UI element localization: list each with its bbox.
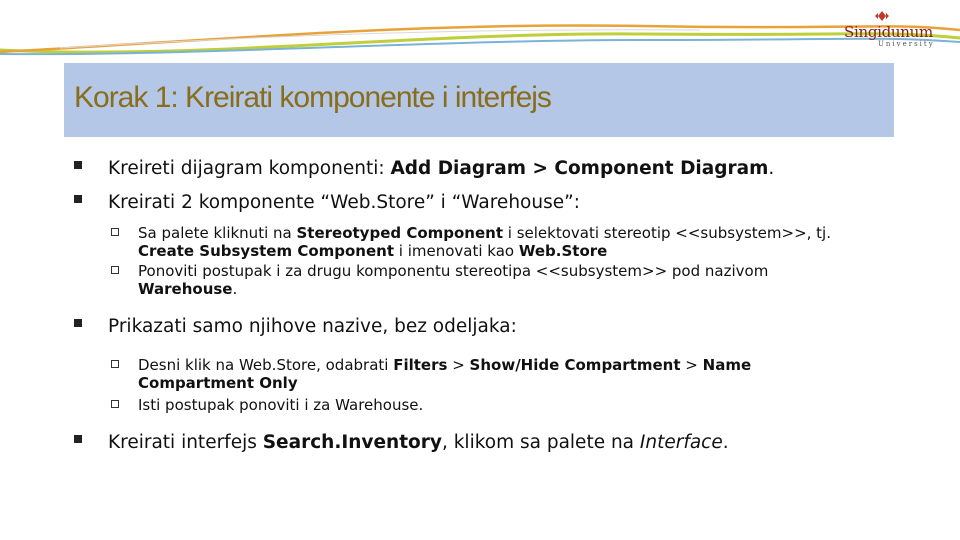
sub-bullet-bold: Show/Hide Compartment	[469, 356, 681, 374]
bullet-text: .	[768, 158, 775, 179]
bullet-item	[74, 316, 914, 338]
hollow-square-bullet-icon	[111, 400, 119, 408]
bullet-text: .	[722, 432, 729, 453]
sub-bullet-bold: Stereotyped Component	[296, 224, 504, 242]
sub-bullet-bold: Create Subsystem Component	[138, 242, 395, 260]
square-bullet-icon	[74, 195, 82, 203]
sub-bullet-text: i imenovati kao	[394, 242, 519, 260]
bullet-item	[74, 192, 914, 214]
square-bullet-icon	[74, 319, 82, 327]
slide-title: Korak 1: Kreirati komponente i interfejs	[74, 81, 551, 114]
bullet-text: , klikom sa palete na	[441, 432, 640, 453]
title-band	[64, 63, 894, 137]
sub-bullet-text: Isti postupak ponoviti i za Warehouse.	[138, 396, 424, 414]
sub-bullet-text: Sa palete kliknuti na	[138, 224, 297, 242]
sub-bullet-text: Desni klik na Web.Store, odabrati	[138, 356, 394, 374]
sub-bullet-item	[74, 262, 868, 298]
logo-crest-icon	[872, 10, 892, 22]
hollow-square-bullet-icon	[111, 228, 119, 236]
sub-bullet-text: >	[680, 356, 703, 374]
sub-bullet-item	[74, 224, 868, 260]
hollow-square-bullet-icon	[111, 266, 119, 274]
sub-bullet-item	[74, 356, 868, 392]
bullet-item	[74, 432, 914, 454]
sub-bullet-item	[74, 396, 868, 414]
sub-bullet-text: i selektovati stereotip <<subsystem>>, tj.	[503, 224, 831, 242]
bullet-bold: Search.Inventory	[262, 432, 442, 453]
sub-bullet-bold: Warehouse	[138, 280, 233, 298]
sub-bullet-bold: Name Compartment Only	[138, 356, 752, 392]
square-bullet-icon	[74, 161, 82, 169]
bullet-text: Kreireti dijagram komponenti:	[108, 158, 391, 179]
bullet-text: Kreirati interfejs	[108, 432, 263, 453]
sub-bullet-bold: Web.Store	[518, 242, 608, 260]
sub-bullet-text: Ponoviti postupak i za drugu komponentu stereotipa <<subsystem>> pod nazivom	[138, 262, 769, 280]
bullet-italic: Interface	[639, 432, 723, 453]
slide-content	[74, 158, 914, 454]
bullet-text: Prikazati samo njihove nazive, bez odeljaka:	[108, 316, 517, 337]
sub-bullet-text: >	[447, 356, 470, 374]
sub-bullet-text: .	[232, 280, 238, 298]
logo-name: Singidunum	[844, 23, 933, 41]
header-swoosh-decoration	[0, 0, 960, 70]
hollow-square-bullet-icon	[111, 360, 119, 368]
bullet-text: Kreirati 2 komponente “Web.Store” i “Warehouse”:	[108, 192, 580, 213]
bullet-bold: Add Diagram > Component Diagram	[390, 158, 769, 179]
sub-bullet-bold: Filters	[393, 356, 448, 374]
logo-subtitle: University	[878, 40, 935, 48]
university-logo	[836, 10, 936, 46]
bullet-item	[74, 158, 914, 180]
square-bullet-icon	[74, 435, 82, 443]
